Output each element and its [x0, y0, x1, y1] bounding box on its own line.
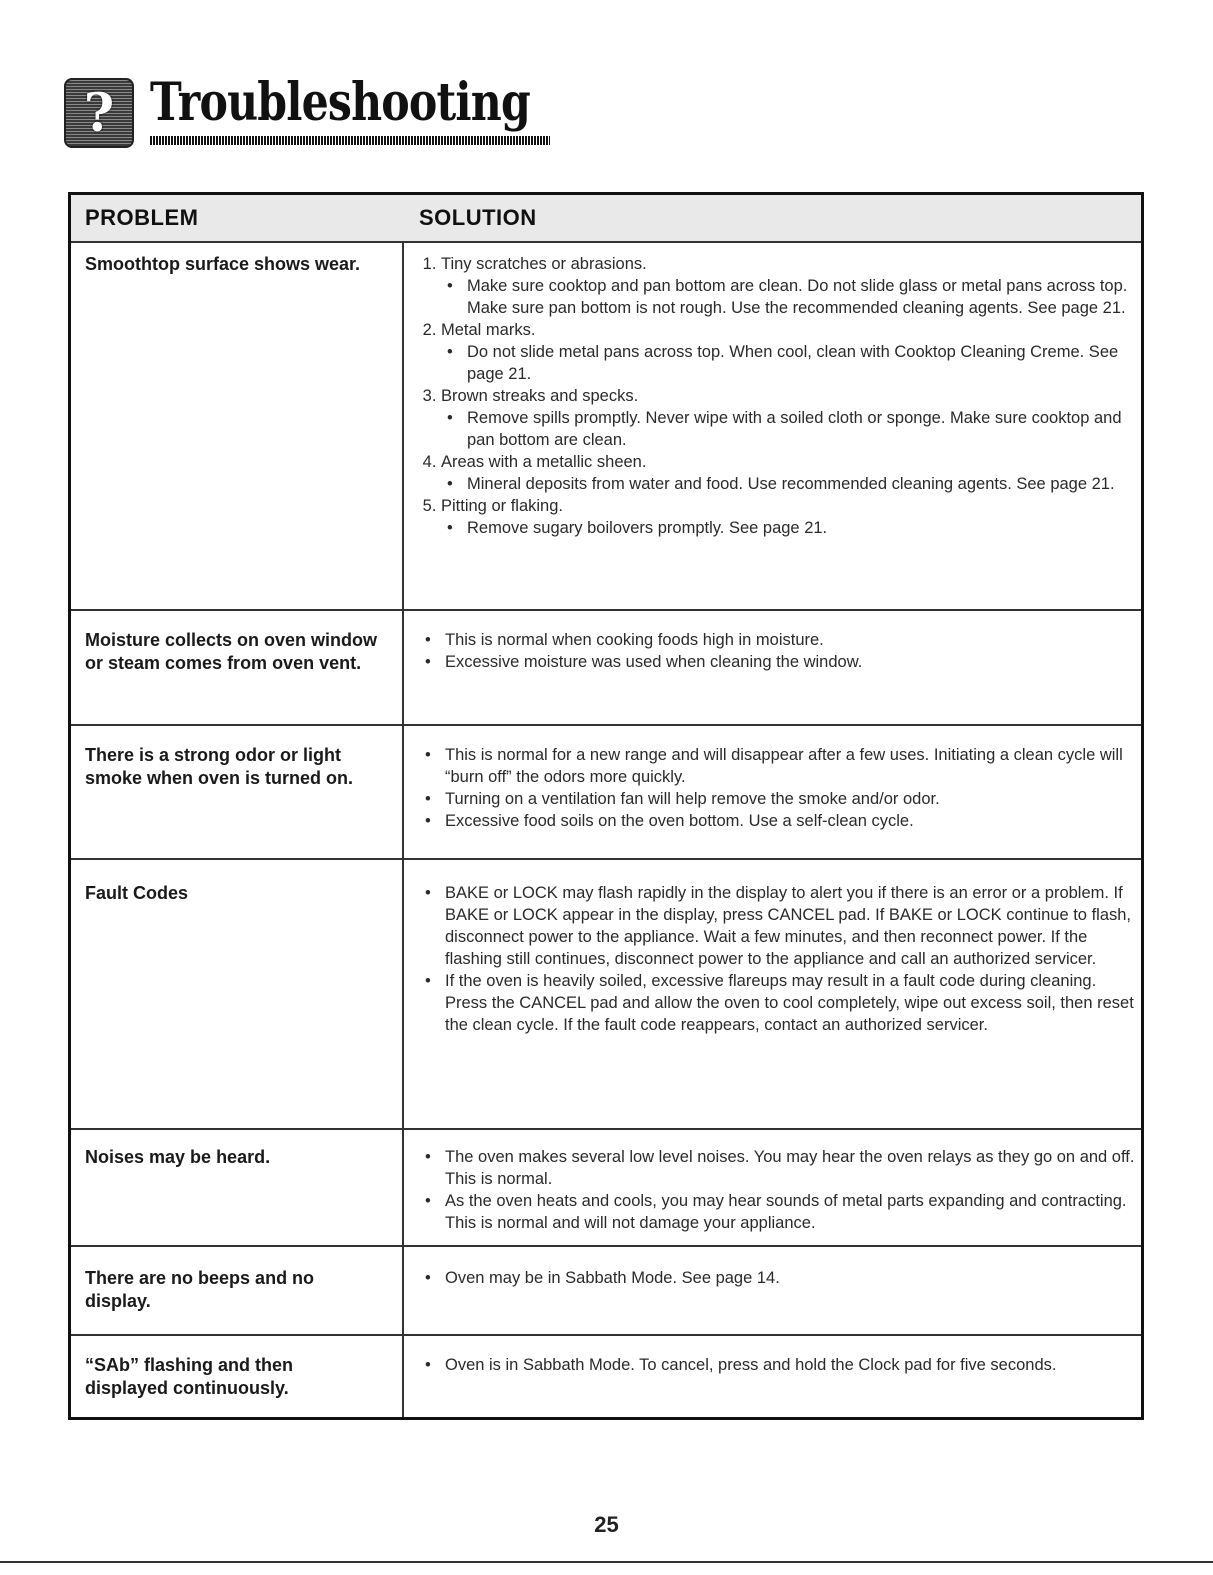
bullet-item: • Excessive moisture was used when cleaning the window.: [445, 651, 1137, 673]
bullet-item: • Make sure cooktop and pan bottom are clean. Do not slide glass or metal pans across top. Make sure pan bottom is not rough. Use the recommended cleaning agents. See page 21.: [467, 275, 1137, 319]
title-underline: [150, 136, 550, 145]
page-header: [64, 72, 530, 152]
page-title: Troubleshooting: [150, 72, 530, 133]
bullet-item: • Mineral deposits from water and food. Use recommended cleaning agents. See page 21.: [467, 473, 1137, 495]
problem-heading: PROBLEM: [85, 205, 199, 230]
bullet-item: • As the oven heats and cools, you may hear sounds of metal parts expanding and contracting. This is normal and will not damage your appliance.: [445, 1190, 1137, 1234]
table-row: [71, 726, 1141, 860]
problem-text: Noises may be heard.: [85, 1147, 271, 1167]
list-item: 1. Tiny scratches or abrasions. • Make sure cooktop and pan bottom are clean. Do not slide glass or metal pans across top. Make sure pan bottom is not rough. Use the recommended cleaning agents. See page 21.: [441, 253, 1137, 319]
bullet-item: • Remove spills promptly. Never wipe with a soiled cloth or sponge. Make sure cooktop and pan bottom are clean.: [467, 407, 1137, 451]
bullet-item: • The oven makes several low level noises. You may hear the oven relays as they go on and off. This is normal.: [445, 1146, 1137, 1190]
table-row: [71, 860, 1141, 1130]
solution-cell: [419, 1146, 1137, 1234]
list-item: 5. Pitting or flaking. • Remove sugary boilovers promptly. See page 21.: [441, 495, 1137, 539]
solution-heading: SOLUTION: [419, 205, 537, 230]
solution-cell: [419, 1267, 1137, 1289]
list-item: 3. Brown streaks and specks. • Remove spills promptly. Never wipe with a soiled cloth or sponge. Make sure cooktop and pan bottom are clean.: [441, 385, 1137, 451]
bullet-item: • Oven may be in Sabbath Mode. See page 14.: [445, 1267, 1137, 1289]
bullet-item: • Excessive food soils on the oven bottom. Use a self-clean cycle.: [445, 810, 1137, 832]
bullet-item: • Turning on a ventilation fan will help remove the smoke and/or odor.: [445, 788, 1137, 810]
bullet-item: • Remove sugary boilovers promptly. See page 21.: [467, 517, 1137, 539]
problem-text: There is a strong odor or light smoke when oven is turned on.: [85, 745, 354, 788]
bullet-item: • This is normal for a new range and will disappear after a few uses. Initiating a clean cycle will “burn off” the odors more quickly.: [445, 744, 1137, 788]
bullet-item: • This is normal when cooking foods high in moisture.: [445, 629, 1137, 651]
solution-cell: [419, 882, 1137, 1036]
problem-text: Moisture collects on oven window or steam comes from oven vent.: [85, 630, 378, 673]
table-row: [71, 1336, 1141, 1417]
troubleshooting-table: [68, 192, 1144, 1420]
problem-text: Fault Codes: [85, 883, 189, 903]
table-row: [71, 243, 1141, 611]
problem-text: There are no beeps and no display.: [85, 1268, 315, 1311]
table-row: [71, 611, 1141, 726]
solution-cell: [419, 253, 1137, 539]
table-header-row: [71, 195, 1141, 243]
footer-rule: [0, 1561, 1213, 1563]
page-number: 25: [594, 1512, 619, 1537]
list-item: 2. Metal marks. • Do not slide metal pans across top. When cool, clean with Cooktop Cleaning Creme. See page 21.: [441, 319, 1137, 385]
solution-cell: [419, 744, 1137, 832]
bullet-item: • BAKE or LOCK may flash rapidly in the display to alert you if there is an error or a problem. If BAKE or LOCK appear in the display, press CANCEL pad. If BAKE or LOCK continue to flash, disconnect power to the appliance. Wait a few minutes, and then reconnect power. If the flashing still continues, disconnect power to the appliance and call an authorized servicer.: [445, 882, 1137, 970]
problem-text: “SAb” flashing and then displayed continuously.: [85, 1355, 294, 1398]
solution-cell: [419, 1354, 1137, 1376]
list-item: 4. Areas with a metallic sheen. • Mineral deposits from water and food. Use recommended cleaning agents. See page 21.: [441, 451, 1137, 495]
problem-text: Smoothtop surface shows wear.: [85, 254, 361, 274]
solution-cell: [419, 629, 1137, 673]
question-mark-icon: ?: [64, 78, 134, 148]
table-row: [71, 1247, 1141, 1336]
table-row: [71, 1130, 1141, 1247]
bullet-item: • If the oven is heavily soiled, excessive flareups may result in a fault code during cleaning. Press the CANCEL pad and allow the oven to cool completely, wipe out excess soil, then reset the clean cycle. If the fault code reappears, contact an authorized servicer.: [445, 970, 1137, 1036]
bullet-item: • Oven is in Sabbath Mode. To cancel, press and hold the Clock pad for five seconds.: [445, 1354, 1137, 1376]
bullet-item: • Do not slide metal pans across top. When cool, clean with Cooktop Cleaning Creme. See page 21.: [467, 341, 1137, 385]
